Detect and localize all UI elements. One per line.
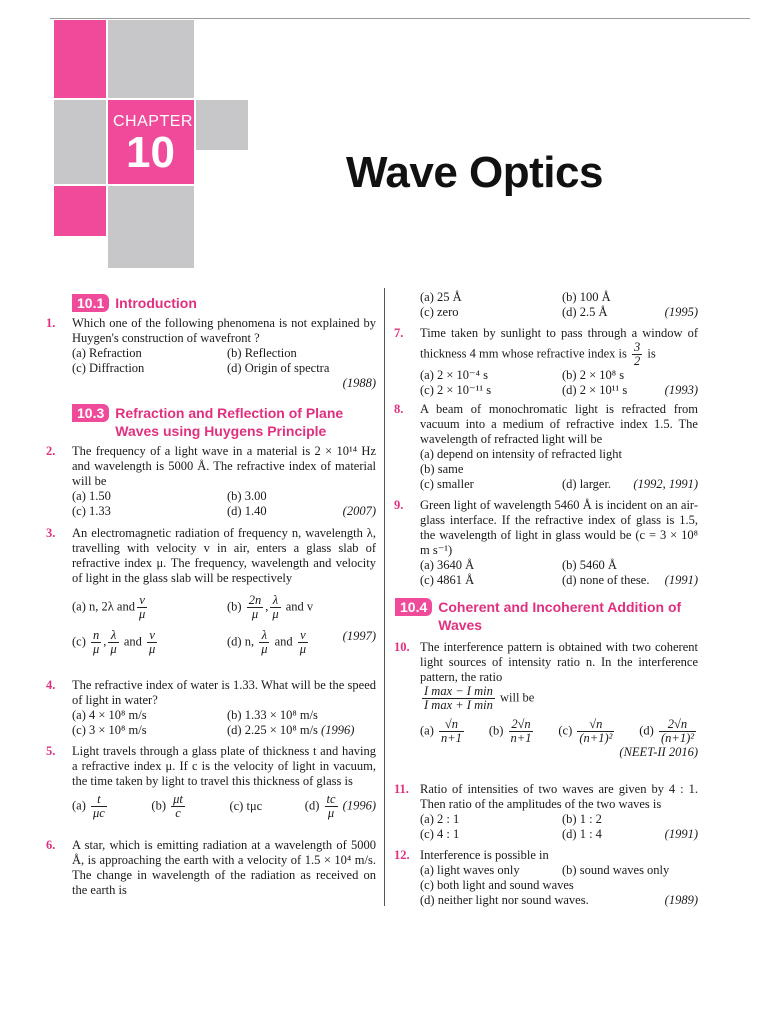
deco-block-gray-right [196, 100, 248, 150]
question-6 [46, 838, 376, 898]
year: (1991) [664, 573, 698, 587]
option-b: (b) 5460 Å [562, 558, 617, 572]
question-number: 4. [46, 678, 56, 692]
section-title: Introduction [115, 295, 197, 311]
question-9 [394, 498, 698, 588]
option-a: (a) n, 2λ and $\frac{v}{\mu}$ [72, 593, 146, 621]
year: (1995) [664, 305, 698, 319]
question-text: The frequency of a light wave in a material is 2 × 10¹⁴ Hz and wavelength is 5000 Å. The refractive index of material will be [72, 444, 376, 488]
option-c: (c) $\frac{n}{\mu}$ , $\frac{\lambda}{\mu}$ and $\frac{v}{\mu}$ [72, 628, 156, 656]
question-number: 9. [394, 498, 404, 512]
deco-block-gray-top [108, 20, 194, 98]
question-text: An electromagnetic radiation of frequency n, wavelength λ, travelling with velocity v in air, enters a glass slab of refractive index μ. The frequency, wavelength and velocity of light in the glass slab will be respectively [72, 526, 376, 585]
option-d: (d) 1.40 [227, 504, 267, 518]
options [420, 290, 698, 320]
option-a: (a) 2 : 1 [420, 812, 460, 826]
option-d: (d) n, $\frac{\lambda}{\mu}$ and $\frac{v}{\mu}$ (1997) [227, 628, 376, 656]
option-a: (a) $\frac{√n}{n+1}$ [420, 717, 462, 745]
option-a: (a) Refraction [72, 346, 142, 360]
column-divider [384, 288, 385, 906]
options [72, 346, 376, 376]
option-a: (a) 3640 Å [420, 558, 475, 572]
option-d: (d) 2.5 Å (1995) [562, 305, 698, 319]
option-c: (c) zero [420, 305, 459, 319]
question-number: 12. [394, 848, 410, 862]
question-text: Green light of wavelength 5460 Å is incident on an air-glass interface. If the refractive index of glass is 1.5, the wavelength of light in glass would be (c = 3 × 10⁸ m s⁻¹) [420, 498, 698, 557]
ratio-expression: $\frac{\text{I max − I min}}{\text{I max + I min}}$ will be [424, 684, 535, 712]
option-b: (b) 1.33 × 10⁸ m/s [227, 708, 318, 722]
option-c: (c) tμc [229, 799, 263, 813]
option-b: (b) 2 × 10⁸ s [562, 368, 625, 382]
question-12 [394, 848, 698, 908]
question-text: Ratio of intensities of two waves are given by 4 : 1. Then ratio of the amplitudes of the two waves is [420, 782, 698, 811]
option-d: (d) Origin of spectra [227, 361, 330, 375]
question-number: 5. [46, 744, 56, 758]
option-d: (d) 1 : 4 (1991) [562, 827, 698, 841]
chapter-label: CHAPTER [113, 113, 193, 130]
options [420, 718, 698, 745]
question-8 [394, 402, 698, 492]
question-number: 3. [46, 526, 56, 540]
section-number: 10.4 [395, 598, 432, 616]
options [420, 812, 698, 842]
option-b: (b) Reflection [227, 346, 297, 360]
header-rule [50, 18, 750, 19]
deco-block-gray-bottom [108, 186, 194, 268]
year: (NEET-II 2016) [619, 745, 698, 759]
question-number: 6. [46, 838, 56, 852]
option-d: (d) none of these. (1991) [562, 573, 698, 587]
question-number: 8. [394, 402, 404, 416]
option-d: (d) 2 × 10¹¹ s (1993) [562, 383, 698, 397]
question-1 [46, 316, 376, 391]
option-d: (d) 2.25 × 10⁸ m/s (1996) [227, 723, 355, 737]
option-a: (a) 1.50 [72, 489, 111, 503]
question-text: The interference pattern is obtained with two coherent light sources of intensity ratio n. In the interference pattern, the ratio [420, 640, 698, 684]
question-11 [394, 782, 698, 842]
year: (1992, 1991) [633, 477, 698, 491]
option-a: (a) depend on intensity of refracted light [420, 447, 623, 461]
question-number: 7. [394, 326, 404, 340]
option-c: (c) smaller [420, 477, 474, 491]
option-a: (a) 4 × 10⁸ m/s [72, 708, 147, 722]
section-title: Coherent and Incoherent Addition of Waves [438, 599, 682, 633]
option-b: (b) $\frac{2n}{\mu}$ , $\frac{\lambda}{\mu}$ and v [227, 593, 314, 621]
option-b: (b) 3.00 [227, 489, 267, 503]
section-number: 10.3 [72, 404, 109, 422]
section-10-4 [395, 598, 698, 634]
question-5 [46, 744, 376, 820]
question-number: 10. [394, 640, 410, 654]
option-c: (c) both light and sound waves [420, 878, 574, 892]
option-d: (d) larger. (1992, 1991) [562, 477, 698, 491]
option-b: (b) $\frac{2√n}{n+1}$ [488, 717, 532, 745]
year: (1997) [342, 629, 376, 643]
question-4 [46, 678, 376, 738]
option-d: (d) $\frac{tc}{\mu}$ (1996) [304, 792, 376, 820]
options [72, 793, 376, 820]
question-text: Light travels through a glass plate of thickness t and having a refractive index μ. If c is the velocity of light in vacuum, the time taken by light to travel this thickness of glass is [72, 744, 376, 788]
year: (1989) [664, 893, 698, 907]
question-3 [46, 526, 376, 656]
year: (1996) [321, 723, 355, 737]
option-b: (b) 100 Å [562, 290, 611, 304]
option-b: (b) $\frac{\mu t}{c}$ [151, 792, 183, 820]
question-2 [46, 444, 376, 519]
section-10-3 [72, 404, 377, 440]
year: (1996) [342, 798, 376, 813]
option-b: (b) sound waves only [562, 863, 670, 877]
option-c: (c) 1.33 [72, 504, 111, 518]
option-a: (a) $\frac{t}{\mu c}$ [72, 792, 105, 820]
options [420, 447, 698, 477]
options [420, 863, 698, 878]
year: (1991) [664, 827, 698, 841]
deco-block-pink-top [54, 20, 106, 98]
option-c: (c) $\frac{√n}{\text{(n+1)²}}$ [558, 717, 613, 745]
deco-block-pink-bottom [54, 186, 106, 236]
year: (1988) [342, 376, 376, 390]
question-text: A beam of monochromatic light is refracted from vacuum into a medium of refractive index 1.5. The wavelength of refracted light will be [420, 402, 698, 446]
option-c: (c) Diffraction [72, 361, 145, 375]
section-10-1 [72, 294, 377, 312]
year: (1993) [664, 383, 698, 397]
options [420, 368, 698, 398]
options [72, 594, 376, 656]
option-d: (d) $\frac{2√n}{\text{(n+1)²}}$ [639, 717, 694, 745]
option-b: (b) same [420, 462, 464, 476]
question-number: 1. [46, 316, 56, 330]
options [420, 558, 698, 588]
option-a: (a) 2 × 10⁻⁴ s [420, 368, 488, 382]
option-c: (c) 2 × 10⁻¹¹ s [420, 383, 492, 397]
question-text: Interference is possible in [420, 848, 549, 862]
section-title: Refraction and Reflection of Plane Waves using Huygens Principle [115, 405, 344, 439]
question-10 [394, 640, 698, 760]
question-6-options [420, 290, 698, 320]
option-c: (c) 3 × 10⁸ m/s [72, 723, 147, 737]
section-number: 10.1 [72, 294, 109, 312]
option-a: (a) light waves only [420, 863, 520, 877]
options [72, 708, 376, 738]
question-text: Time taken by sunlight to pass through a window of thickness 4 mm whose refractive index is $\frac{3}{2}$ is [420, 326, 698, 368]
deco-block-gray-left [54, 100, 106, 184]
chapter-number: 10 [126, 128, 175, 177]
question-number: 2. [46, 444, 56, 458]
question-7 [394, 326, 698, 398]
question-text: The refractive index of water is 1.33. What will be the speed of light in water? [72, 678, 376, 707]
chapter-title: Wave Optics [346, 148, 603, 197]
option-c: (c) 4861 Å [420, 573, 475, 587]
option-b: (b) 1 : 2 [562, 812, 602, 826]
option-d: (d) neither light nor sound waves. (1989) [420, 893, 698, 907]
year: (2007) [342, 504, 376, 518]
question-text: Which one of the following phenomena is not explained by Huygen's construction of wavefront ? [72, 316, 376, 345]
question-text: A star, which is emitting radiation at a wavelength of 5000 Å, is approaching the earth with a velocity of 1.5 × 10⁴ m/s. The change in wavelength of the radiation as received on the earth is [72, 838, 376, 897]
option-c: (c) 4 : 1 [420, 827, 460, 841]
question-number: 11. [394, 782, 409, 796]
option-a: (a) 25 Å [420, 290, 462, 304]
